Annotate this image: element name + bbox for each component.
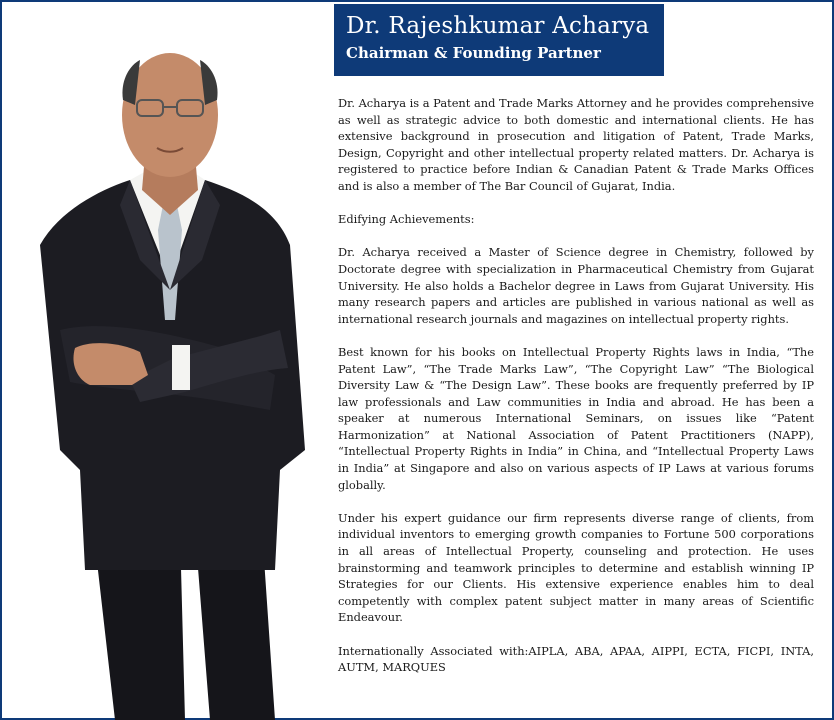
- achievements-heading: Edifying Achievements:: [338, 212, 475, 227]
- name-banner: [334, 4, 664, 76]
- bio-education: Dr. Acharya received a Master of Science degree in Chemistry, followed by Doctorate degree with specialization in Pharmaceutical Chemistry from Gujarat University. He also holds a Bachelor degree in Laws from Gujarat University. His many research papers and articles are published in various national as well as international research journals and magazines on intellectual property rights.: [338, 245, 814, 326]
- person-role: Chairman & Founding Partner: [346, 44, 601, 62]
- bio-associations: Internationally Associated with:AIPLA, ABA, APAA, AIPPI, ECTA, FICPI, INTA, AUTM, MARQUES: [338, 643, 814, 675]
- bio-guidance: Under his expert guidance our firm represents diverse range of clients, from individual inventors to emerging growth companies to Fortune 500 corporations in all areas of Intellectual Property, counseling and protection. He uses brainstorming and teamwork principles to determine and establish winning IP Strategies for our Clients. His extensive experience enables him to deal competently with complex patent subject matter in many areas of Scientific Endeavour.: [338, 510, 814, 625]
- portrait-photo: [20, 30, 320, 720]
- biography: [338, 95, 814, 676]
- person-name: Dr. Rajeshkumar Acharya: [346, 13, 650, 39]
- bio-intro: Dr. Acharya is a Patent and Trade Marks Attorney and he provides comprehensive as well as strategic advice to both domestic and international clients. He has extensive background in prosecution and litigation of Patent, Trade Marks, Design, Copyright and other intellectual property related matters. Dr. Acharya is registered to practice before Indian & Canadian Patent & Trade Marks Offices and is also a member of The Bar Council of Gujarat, India.: [338, 96, 814, 193]
- bio-books: Best known for his books on Intellectual Property Rights laws in India, “The Patent Law”, “The Trade Marks Law”, “The Copyright Law” “The Biological Diversity Law & “The Design Law”. These books are frequently preferred by IP law professionals and Law communities in India and abroad. He has been a speaker at numerous International Seminars, on issues like “Patent Harmonization” at National Association of Patent Practitioners (NAPP), “Intellectual Property Rights in India” in China, and “Intellectual Property Laws in India” at Singapore and also on various aspects of IP Laws at various forums globally.: [338, 344, 814, 492]
